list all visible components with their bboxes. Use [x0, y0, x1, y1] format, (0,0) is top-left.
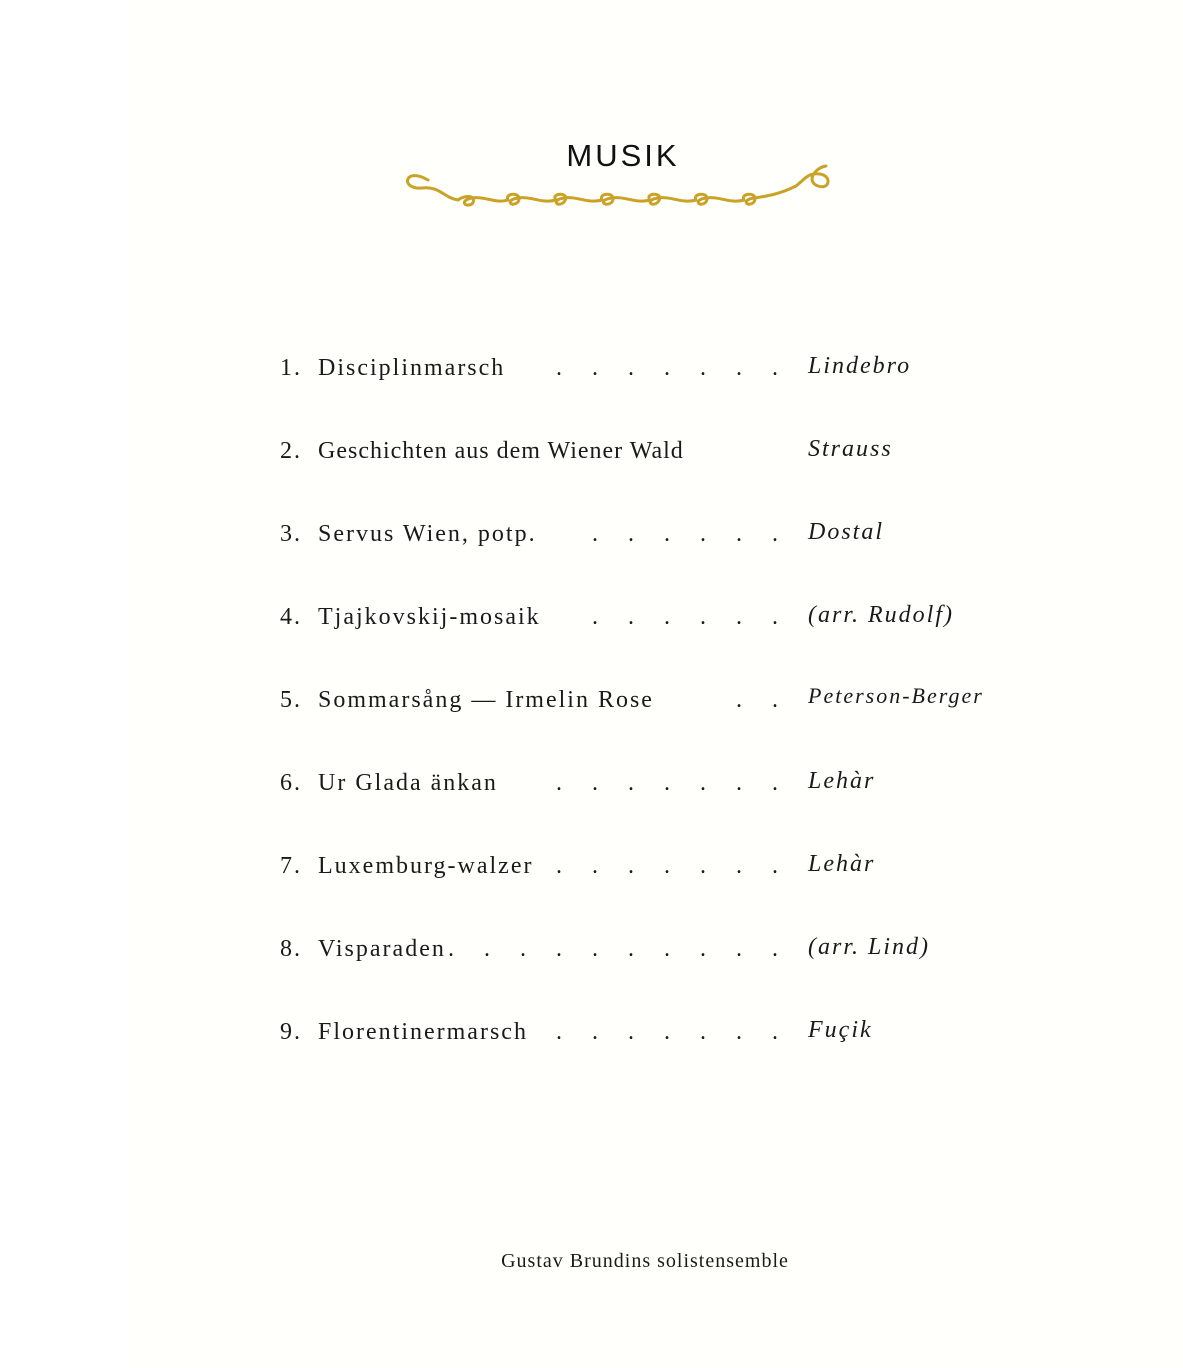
- program-item-composer: Peterson-Berger: [808, 683, 984, 708]
- program-item-title-line: [280, 853, 790, 880]
- program-item-title: Luxemburg-walzer: [318, 853, 534, 879]
- program-item-title-line: [280, 604, 790, 631]
- program-item-composer: Lindebro: [808, 353, 912, 379]
- program-item: [280, 428, 1040, 511]
- program-item-title: Visparaden: [318, 936, 446, 962]
- program-item-title-line: [280, 770, 790, 797]
- program-item: [280, 926, 1040, 1009]
- program-item-composer: Fuçik: [808, 1017, 873, 1043]
- program-item-title: Disciplinmarsch: [318, 355, 506, 381]
- program-item-title: Ur Glada änkan: [318, 770, 498, 796]
- program-item-title: Geschichten aus dem Wiener Wald: [318, 438, 684, 464]
- program-item-composer: (arr. Rudolf): [808, 602, 954, 628]
- ensemble-credit: Gustav Brundins solistensemble: [501, 1250, 789, 1272]
- program-item: [280, 677, 1040, 760]
- page-title: MUSIK: [566, 138, 680, 173]
- program-item-number: 9.: [280, 1019, 302, 1045]
- program-item-composer: Strauss: [808, 436, 893, 462]
- program-item: [280, 843, 1040, 926]
- leader-dots: . . . . . .: [592, 604, 790, 630]
- program-item-number: 3.: [280, 521, 302, 547]
- program-item-title: Florentinermarsch: [318, 1019, 528, 1045]
- program-item-title-line: [280, 687, 790, 714]
- program-item-composer: Dostal: [808, 519, 885, 545]
- program-item: [280, 760, 1040, 843]
- program-item: [280, 511, 1040, 594]
- gold-flourish-ornament: [400, 160, 840, 220]
- program-item-number: 8.: [280, 936, 302, 962]
- leader-dots: . . . . . . .: [556, 770, 790, 796]
- program-item-title-line: [280, 521, 790, 548]
- program-item-number: 4.: [280, 604, 302, 630]
- leader-dots: . .: [736, 687, 790, 713]
- program-item-title: Sommarsång — Irmelin Rose: [318, 687, 654, 713]
- program-item-number: 2.: [280, 438, 302, 464]
- program-item-title-line: [280, 936, 790, 963]
- music-program-list: [280, 345, 1040, 1092]
- leader-dots: . . . . . . .: [556, 1019, 790, 1045]
- program-item-composer: Lehàr: [808, 768, 876, 794]
- program-item-composer: (arr. Lind): [808, 934, 931, 960]
- program-item-number: 7.: [280, 853, 302, 879]
- program-item-title: Servus Wien, potp.: [318, 521, 537, 547]
- program-item-title-line: [280, 438, 790, 465]
- program-item: [280, 345, 1040, 428]
- leader-dots: . . . . . . .: [556, 355, 790, 381]
- leader-dots: . . . . . . . . . .: [448, 936, 790, 962]
- program-item-title-line: [280, 1019, 790, 1046]
- program-item-number: 5.: [280, 687, 302, 713]
- program-item-title-line: [280, 355, 790, 382]
- leader-dots: . . . . . .: [592, 521, 790, 547]
- leader-dots: . . . . . . .: [556, 853, 790, 879]
- program-item-number: 1.: [280, 355, 302, 381]
- program-item: [280, 594, 1040, 677]
- program-item: [280, 1009, 1040, 1092]
- program-item-title: Tjajkovskij-mosaik: [318, 604, 541, 630]
- program-item-number: 6.: [280, 770, 302, 796]
- program-item-composer: Lehàr: [808, 851, 876, 877]
